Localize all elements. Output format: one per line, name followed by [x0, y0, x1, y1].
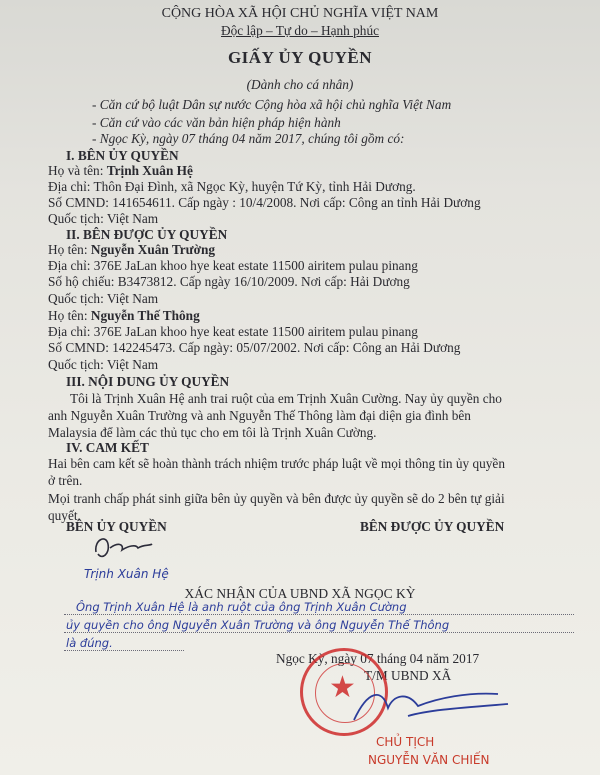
- confirmation-date: Ngọc Kỳ, ngày 07 tháng 04 năm 2017: [276, 651, 480, 666]
- grantor-name-row: Họ và tên: Trịnh Xuân Hệ: [48, 163, 193, 178]
- grantor-nationality: Quốc tịch: Việt Nam: [48, 211, 159, 226]
- grantee-2-address: Địa chỉ: 376E JaLan khoo hye keat estate 11500 airitem pulau pinang: [48, 324, 418, 339]
- section-4-heading: IV. CAM KẾT: [66, 440, 149, 455]
- grantee-1-name: Nguyễn Xuân Trường: [90, 242, 216, 257]
- grantor-address: Địa chỉ: Thôn Đại Đình, xã Ngọc Kỳ, huyện Tứ Kỳ, tỉnh Hải Dương.: [48, 179, 416, 194]
- content-line-2: anh Nguyễn Xuân Trường và anh Nguyễn Thế Thông làm đại diện gia đình bên: [48, 408, 471, 423]
- grantor-id: Số CMND: 141654611. Cấp ngày : 10/4/2008. Nơi cấp: Công an tỉnh Hải Dương: [48, 195, 481, 210]
- grantee-2-name-row: Họ tên: Nguyễn Thế Thông: [48, 308, 200, 323]
- commit-line-2: ở trên.: [48, 473, 83, 488]
- grantor-handwritten-name: Trịnh Xuân Hệ: [84, 567, 169, 581]
- grantor-name: Trịnh Xuân Hệ: [106, 163, 193, 178]
- confirmation-handwriting-1: Ông Trịnh Xuân Hệ là anh ruột của ông Trịnh Xuân Cường: [76, 600, 407, 614]
- grantee-1-name-row: Họ tên: Nguyễn Xuân Trường: [48, 242, 216, 257]
- confirmation-handwriting-3: là đúng.: [66, 636, 113, 650]
- star-icon: ★: [329, 671, 356, 704]
- grantor-signature: [88, 530, 158, 566]
- chairman-name: NGUYỄN VĂN CHIẾN: [368, 753, 490, 767]
- grantee-1-address: Địa chỉ: 376E JaLan khoo hye keat estate 11500 airitem pulau pinang: [48, 258, 418, 273]
- grantee-1-nationality: Quốc tịch: Việt Nam: [48, 291, 159, 306]
- content-line-3: Malaysia để làm các thủ tục cho em tôi là Trịnh Xuân Cường.: [48, 425, 377, 440]
- grantee-1-id: Số hộ chiếu: B3473812. Cấp ngày 16/10/2009. Nơi cấp: Hải Dương: [48, 274, 410, 289]
- document-title: GIẤY ỦY QUYỀN: [227, 48, 373, 67]
- motto: Độc lập – Tự do – Hạnh phúc: [221, 23, 379, 38]
- commit-line-4: quyết.: [48, 508, 81, 523]
- basis-line-2: - Căn cứ vào các văn bản hiện pháp hiện hành: [92, 115, 341, 130]
- country-header: CỘNG HÒA XÃ HỘI CHỦ NGHĨA VIỆT NAM: [161, 6, 439, 21]
- confirmation-org: T/M UBND XÃ: [364, 668, 452, 683]
- basis-line-1: - Căn cứ bộ luật Dân sự nước Cộng hòa xã hội chủ nghĩa Việt Nam: [92, 97, 452, 112]
- section-1-heading: I. BÊN ỦY QUYỀN: [66, 148, 179, 163]
- intro-line: - Ngọc Kỳ, ngày 07 tháng 04 năm 2017, chúng tôi gồm có:: [92, 131, 405, 146]
- content-line-1: Tôi là Trịnh Xuân Hệ anh trai ruột của em Trịnh Xuân Cường. Nay ủy quyền cho: [70, 391, 502, 406]
- confirmation-handwriting-2: ủy quyền cho ông Nguyễn Xuân Trường và ông Nguyễn Thế Thông: [66, 618, 450, 632]
- section-2-heading: II. BÊN ĐƯỢC ỦY QUYỀN: [66, 227, 228, 242]
- grantee-sign-label: BÊN ĐƯỢC ỦY QUYỀN: [360, 519, 505, 534]
- commit-line-3: Mọi tranh chấp phát sinh giữa bên ủy quyền và bên được ủy quyền sẽ do 2 bên tự giải: [48, 491, 505, 506]
- section-3-heading: III. NỘI DUNG ỦY QUYỀN: [66, 374, 230, 389]
- grantor-sign-label: BÊN ỦY QUYỀN: [66, 519, 167, 534]
- chairman-title: CHỦ TỊCH: [376, 735, 435, 749]
- grantee-2-id: Số CMND: 142245473. Cấp ngày: 05/07/2002. Nơi cấp: Công an Hải Dương: [48, 340, 461, 355]
- document-subtitle: (Dành cho cá nhân): [246, 77, 354, 92]
- confirmation-heading: XÁC NHẬN CỦA UBND XÃ NGỌC KỲ: [184, 586, 416, 601]
- commit-line-1: Hai bên cam kết sẽ hoàn thành trách nhiệm trước pháp luật về mọi thông tin ủy quyền: [48, 456, 505, 471]
- official-signature: [348, 680, 518, 730]
- grantee-2-name: Nguyễn Thế Thông: [90, 308, 200, 323]
- grantee-2-nationality: Quốc tịch: Việt Nam: [48, 357, 159, 372]
